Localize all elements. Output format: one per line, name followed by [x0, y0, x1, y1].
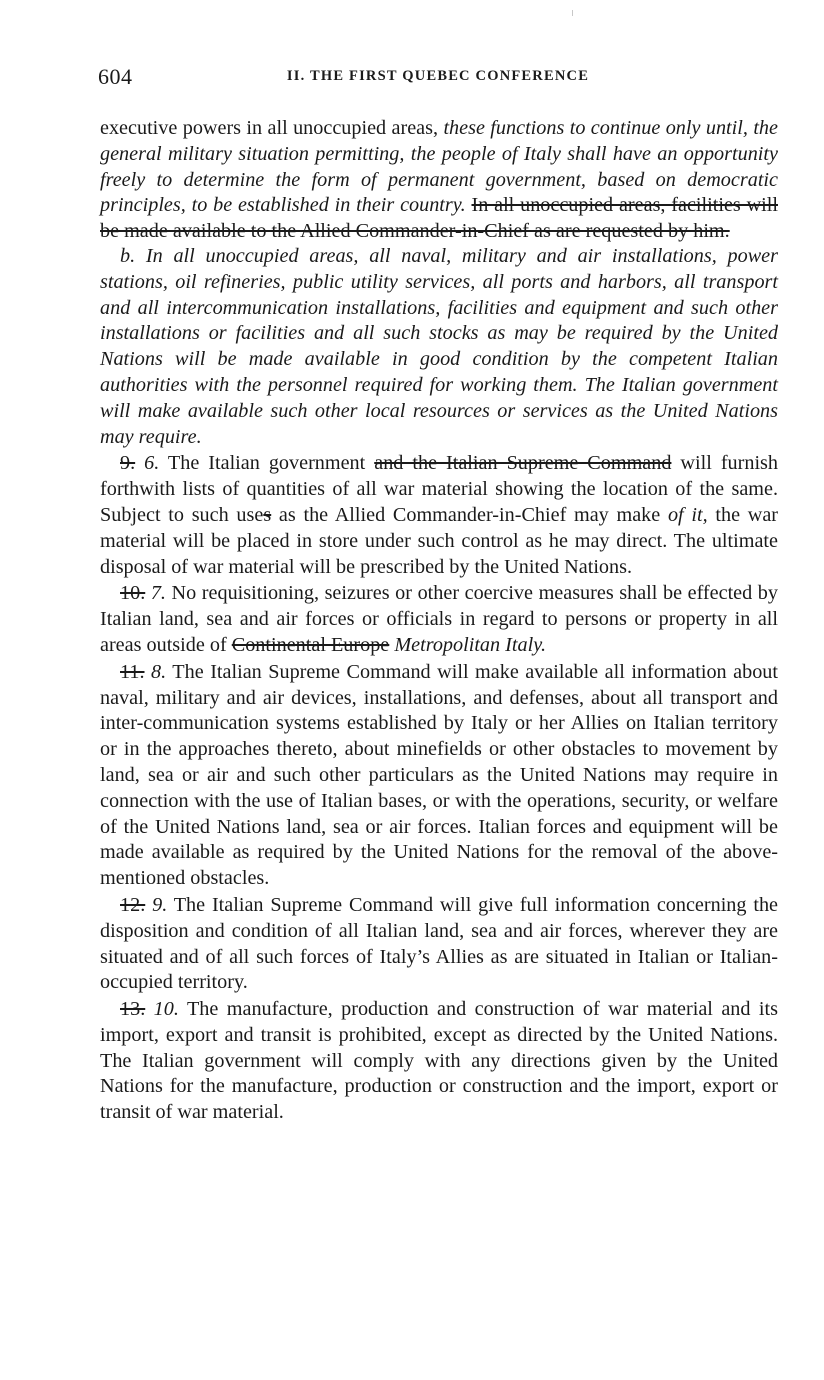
- text-space: [135, 452, 144, 474]
- new-paragraph-number: 9.: [152, 893, 168, 916]
- inserted-text: Metropolitan Italy.: [394, 633, 547, 656]
- paragraph-b: [100, 244, 778, 450]
- deleted-text: In all unoccupied areas, facilities will be made available to the Allied Commander-in-Chief as are requested by him.: [100, 194, 778, 243]
- deleted-letter: s: [263, 503, 272, 526]
- deleted-paragraph-number: 12.: [120, 893, 146, 916]
- new-paragraph-number: 10.: [153, 998, 179, 1021]
- deleted-text: and the Italian Supreme Command: [374, 452, 672, 475]
- original-text: executive powers in all unoccupied areas,: [100, 117, 444, 139]
- original-text: the war material will be placed in store under such control as he may direct. The ultimate disposal of war material will be prescribed by the United Nations.: [100, 503, 779, 578]
- paragraph-continuation: [100, 116, 778, 245]
- original-text: The Italian government: [159, 452, 375, 475]
- running-head: II. THE FIRST QUEBEC CONFERENCE: [286, 68, 590, 84]
- original-text: will furnish forthwith lists of quantities of all war material showing the location of the same. Subject to such use: [100, 452, 779, 526]
- inserted-text: of it,: [667, 503, 708, 526]
- paragraph-9: [100, 893, 778, 996]
- deleted-text: Continental Europe: [231, 633, 390, 656]
- new-paragraph-number: 8.: [151, 660, 167, 683]
- text-space: [145, 998, 153, 1020]
- paragraph-7: [100, 581, 778, 658]
- scan-artifact: [572, 10, 573, 16]
- paragraph-6: [100, 451, 778, 580]
- original-text: as the Allied Commander-in-Chief may make: [271, 503, 668, 526]
- deleted-paragraph-number: 10.: [120, 582, 146, 605]
- paragraph-8: [100, 660, 778, 892]
- original-text: The Italian Supreme Command will give full information concerning the disposition and condition of all Italian land, sea and air forces, wherever they are situated and of all such forces of Italy’s Allies as are situated in Italian or Italian-occupied territory.: [100, 893, 779, 994]
- paragraph-10: [100, 997, 778, 1126]
- deleted-paragraph-number: 9.: [120, 452, 136, 475]
- deleted-paragraph-number: 11.: [120, 660, 145, 683]
- page-header: [98, 64, 778, 94]
- inserted-paragraph-text: b. In all unoccupied areas, all naval, military and air installations, power stations, oil refineries, public utility services, all ports and harbors, all transport and all intercommunication installations, facilities and equipment and such other installations or facilities and all such stocks as may be required by the United Nations will be made available in good condition by the competent Italian authorities with the personnel required for working them. The Italian government will make available such other local resources or services as the United Nations may require.: [100, 244, 778, 448]
- document-body: [100, 116, 778, 1126]
- inserted-text: these functions to continue only until, the general military situation permitting, the people of Italy shall have an opportunity freely to determine the form of permanent government, based on democratic principles, to be established in their country.: [100, 117, 778, 217]
- new-paragraph-number: 7.: [150, 582, 166, 605]
- new-paragraph-number: 6.: [144, 452, 160, 475]
- original-text: The Italian Supreme Command will make available all information about naval, military and air devices, installations, and defenses, about all transport and inter-communication systems established by Italy or her Allies on Italian territory or in the approaches thereto, about minefields or other obstacles to movement by land, sea or air and such other particulars as the United Nations may require in connection with the use of Italian bases, or with the operations, security, or welfare of the United Nations land, sea or air forces. Italian forces and equipment will be made available as required by the United Nations for the removal of the above-mentioned obstacles.: [100, 660, 778, 890]
- deleted-paragraph-number: 13.: [120, 998, 146, 1021]
- original-text: No requisitioning, seizures or other coercive measures shall be effected by Italian land, sea and air forces or officials in regard to persons or property in all areas outside of: [100, 582, 778, 656]
- original-text: The manufacture, production and construction of war material and its import, export and transit is prohibited, except as directed by the United Nations. The Italian government will comply with any directions given by the United Nations for the manufacture, production or construction and the import, export or transit of war material.: [100, 998, 779, 1124]
- page-number: 604: [98, 64, 133, 89]
